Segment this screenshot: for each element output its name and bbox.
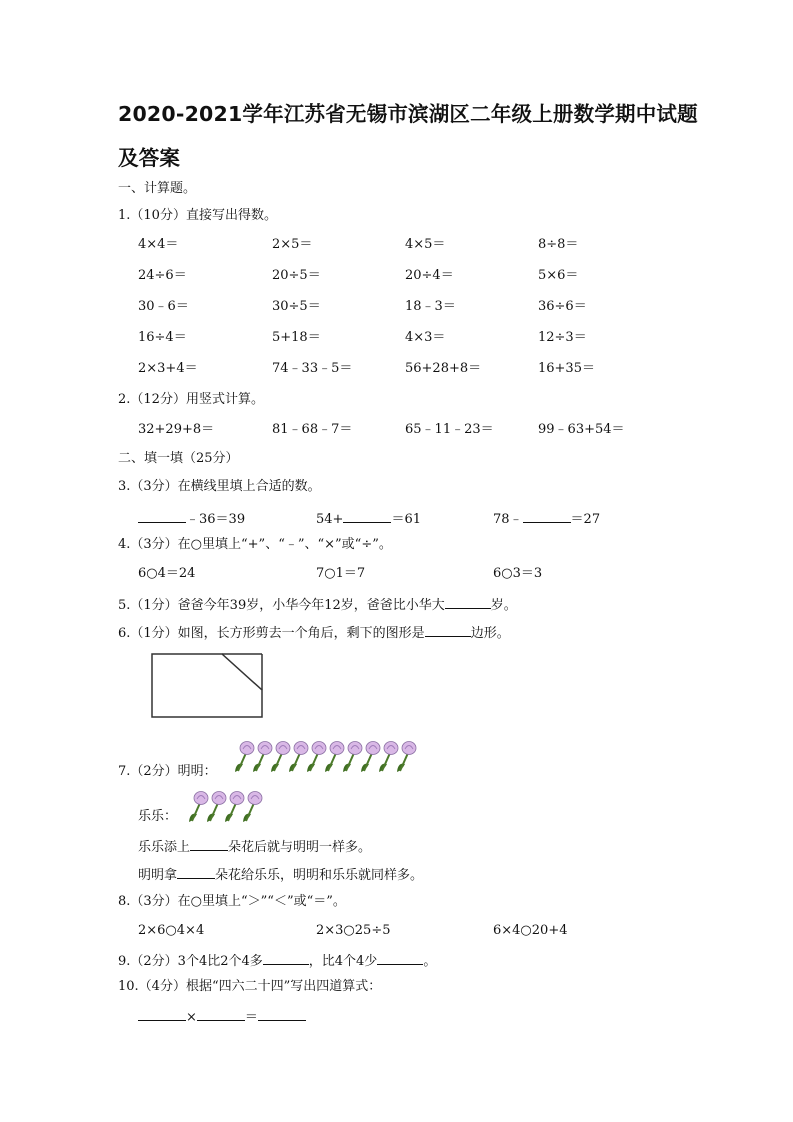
question-10-label: 10.（4分）根据“四六二十四”写出四道算式： — [118, 979, 382, 994]
tulip-flower-icon — [189, 792, 208, 823]
pentagon-shape — [152, 654, 262, 717]
answer-blank[interactable] — [377, 950, 423, 965]
q1-item: 20÷5＝ — [272, 268, 321, 283]
q10-equation: × ＝ — [138, 1006, 306, 1027]
question-7-label: 7.（2分）明明： — [118, 764, 217, 779]
q8-item: 2×6○4×4 — [138, 923, 205, 938]
q8-item: 6×4○20+4 — [493, 923, 568, 938]
tulip-flower-icon — [325, 742, 344, 773]
answer-blank[interactable] — [138, 1006, 186, 1021]
q1-item: 24÷6＝ — [138, 268, 187, 283]
tulip-flower-icon — [207, 792, 226, 823]
q1-item: 2×5＝ — [272, 237, 313, 252]
question-8-label: 8.（3分）在○里填上“＞”“＜”或“＝”。 — [118, 894, 346, 909]
q1-item: 4×4＝ — [138, 237, 179, 252]
tulip-flower-icon — [397, 742, 416, 773]
tulip-flower-icon — [225, 792, 244, 823]
q2-item: 65﹣11﹣23＝ — [405, 422, 494, 437]
tulip-flower-icon — [289, 742, 308, 773]
q1-item: 4×5＝ — [405, 237, 446, 252]
q1-item: 2×3+4＝ — [138, 361, 198, 376]
question-2-label: 2.（12分）用竖式计算。 — [118, 392, 264, 407]
answer-blank[interactable] — [197, 1006, 245, 1021]
question-9: 9.（2分）3个4比2个4多 ，比4个4少 。 — [118, 950, 436, 971]
tulip-flower-icon — [343, 742, 362, 773]
tulip-flower-icon — [307, 742, 326, 773]
q8-item: 2×3○25÷5 — [316, 923, 391, 938]
answer-blank[interactable] — [263, 950, 309, 965]
section-fill-heading: 二、填一填（25分） — [118, 451, 239, 466]
tulip-flower-icon — [243, 792, 262, 823]
question-4-label: 4.（3分）在○里填上“+”、“﹣”、“×”或“÷”。 — [118, 537, 392, 552]
tulip-flower-icon — [379, 742, 398, 773]
q1-item: 16+35＝ — [538, 361, 595, 376]
q2-item: 81﹣68﹣7＝ — [272, 422, 353, 437]
tulip-flower-icon — [235, 742, 254, 773]
q1-item: 56+28+8＝ — [405, 361, 482, 376]
q1-item: 16÷4＝ — [138, 330, 187, 345]
question-6: 6.（1分）如图，长方形剪去一个角后，剩下的图形是 边形。 — [118, 622, 510, 643]
question-1-label: 1.（10分）直接写出得数。 — [118, 208, 277, 223]
answer-blank[interactable] — [190, 836, 228, 851]
q3-item-a: ﹣36＝39 — [138, 508, 245, 529]
q4-item: 7○1＝7 — [316, 566, 366, 581]
page-title: 2020-2021学年江苏省无锡市滨湖区二年级上册数学期中试题及答案 — [118, 102, 698, 170]
q4-item: 6○4＝24 — [138, 566, 196, 581]
q1-item: 4×3＝ — [405, 330, 446, 345]
answer-blank[interactable] — [523, 508, 571, 523]
q4-item: 6○3＝3 — [493, 566, 543, 581]
lele-flowers — [186, 790, 266, 824]
answer-blank[interactable] — [177, 864, 215, 879]
q2-item: 99﹣63+54＝ — [538, 422, 625, 437]
answer-blank[interactable] — [445, 594, 491, 609]
q1-item: 5+18＝ — [272, 330, 321, 345]
answer-blank[interactable] — [138, 508, 186, 523]
q2-item: 32+29+8＝ — [138, 422, 215, 437]
q1-item: 36÷6＝ — [538, 299, 587, 314]
lele-label: 乐乐： — [138, 809, 178, 824]
q3-item-c: 78﹣ ＝27 — [493, 508, 600, 529]
q3-item-b: 54+ ＝61 — [316, 508, 421, 529]
q1-item: 74﹣33﹣5＝ — [272, 361, 353, 376]
q7-sentence-1: 乐乐添上 朵花后就与明明一样多。 — [138, 836, 371, 857]
q1-item: 30÷5＝ — [272, 299, 321, 314]
q1-item: 20÷4＝ — [405, 268, 454, 283]
q1-item: 5×6＝ — [538, 268, 579, 283]
tulip-flower-icon — [271, 742, 290, 773]
q1-item: 12÷3＝ — [538, 330, 587, 345]
tulip-flower-icon — [361, 742, 380, 773]
question-5: 5.（1分）爸爸今年39岁，小华今年12岁，爸爸比小华大 岁。 — [118, 594, 517, 615]
section-calculation-heading: 一、计算题。 — [118, 181, 197, 196]
tulip-flower-icon — [253, 742, 272, 773]
answer-blank[interactable] — [343, 508, 391, 523]
answer-blank[interactable] — [258, 1006, 306, 1021]
answer-blank[interactable] — [425, 622, 471, 637]
rectangle-cut-corner-figure — [150, 652, 266, 720]
q1-item: 18﹣3＝ — [405, 299, 456, 314]
q1-item: 8÷8＝ — [538, 237, 579, 252]
q7-sentence-2: 明明拿 朵花给乐乐，明明和乐乐就同样多。 — [138, 864, 423, 885]
q1-item: 30﹣6＝ — [138, 299, 189, 314]
question-3-label: 3.（3分）在横线里填上合适的数。 — [118, 479, 321, 494]
mingming-flowers — [232, 740, 422, 774]
